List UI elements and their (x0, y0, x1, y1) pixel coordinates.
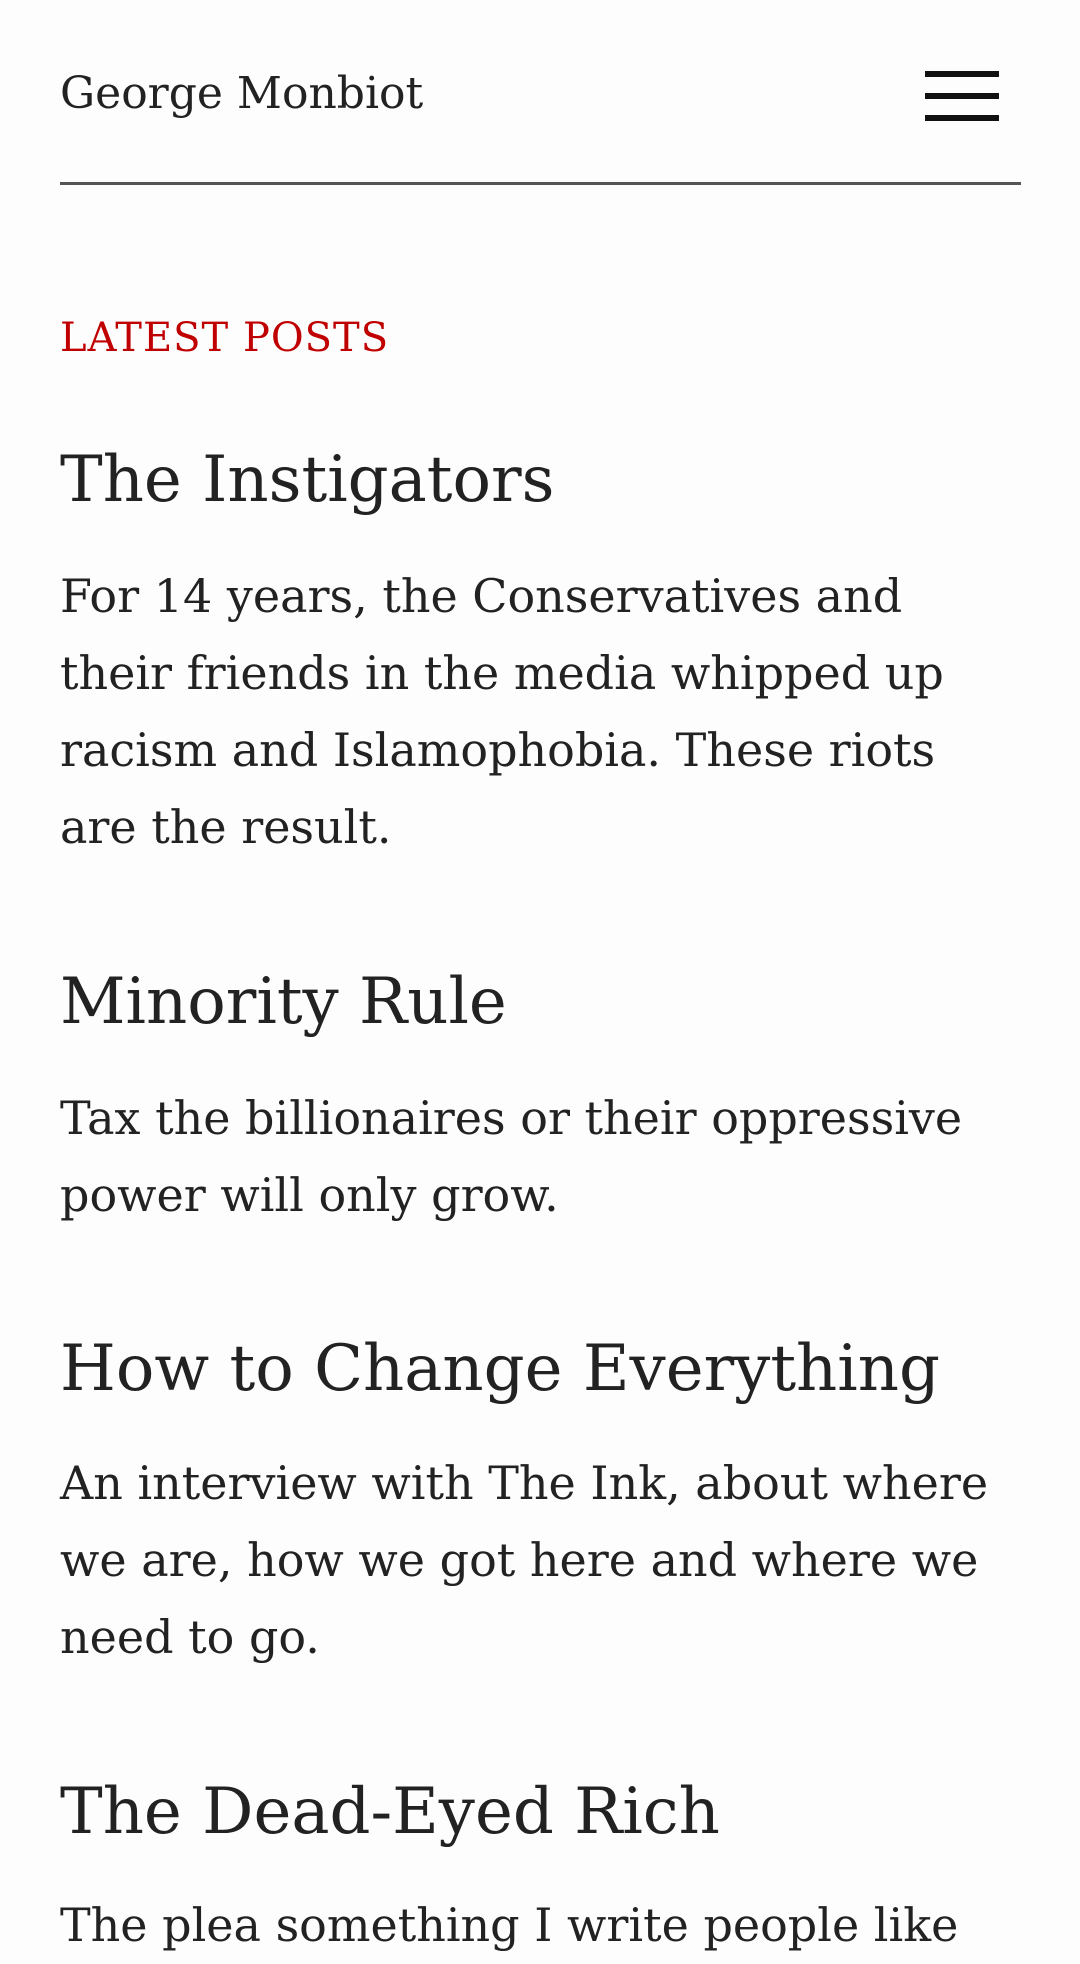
site-title-link[interactable]: George Monbiot (60, 68, 424, 119)
post-excerpt: For 14 years, the Conservatives and their friends in the media whipped up racism and Islamophobia. These riots are the result. (60, 569, 944, 854)
menu-bar (925, 71, 999, 77)
post-excerpt: The plea something I write people like (60, 1898, 959, 1952)
post-excerpt: Tax the billionaires or their oppressive power will only grow. (60, 1091, 963, 1222)
site-header (60, 0, 1021, 185)
post-excerpt: An interview with The Ink, about where we are, how we got here and where we need to go. (60, 1456, 989, 1664)
menu-bar (925, 93, 999, 99)
post-title-link[interactable]: How to Change Everything (60, 1332, 940, 1406)
post-title-link[interactable]: Minority Rule (60, 965, 507, 1039)
post-title-link[interactable]: The Dead-Eyed Rich (60, 1775, 720, 1849)
hamburger-menu-icon[interactable] (925, 70, 999, 122)
section-label: LATEST POSTS (60, 315, 390, 361)
post-title-link[interactable]: The Instigators (60, 443, 555, 517)
menu-bar (925, 115, 999, 121)
